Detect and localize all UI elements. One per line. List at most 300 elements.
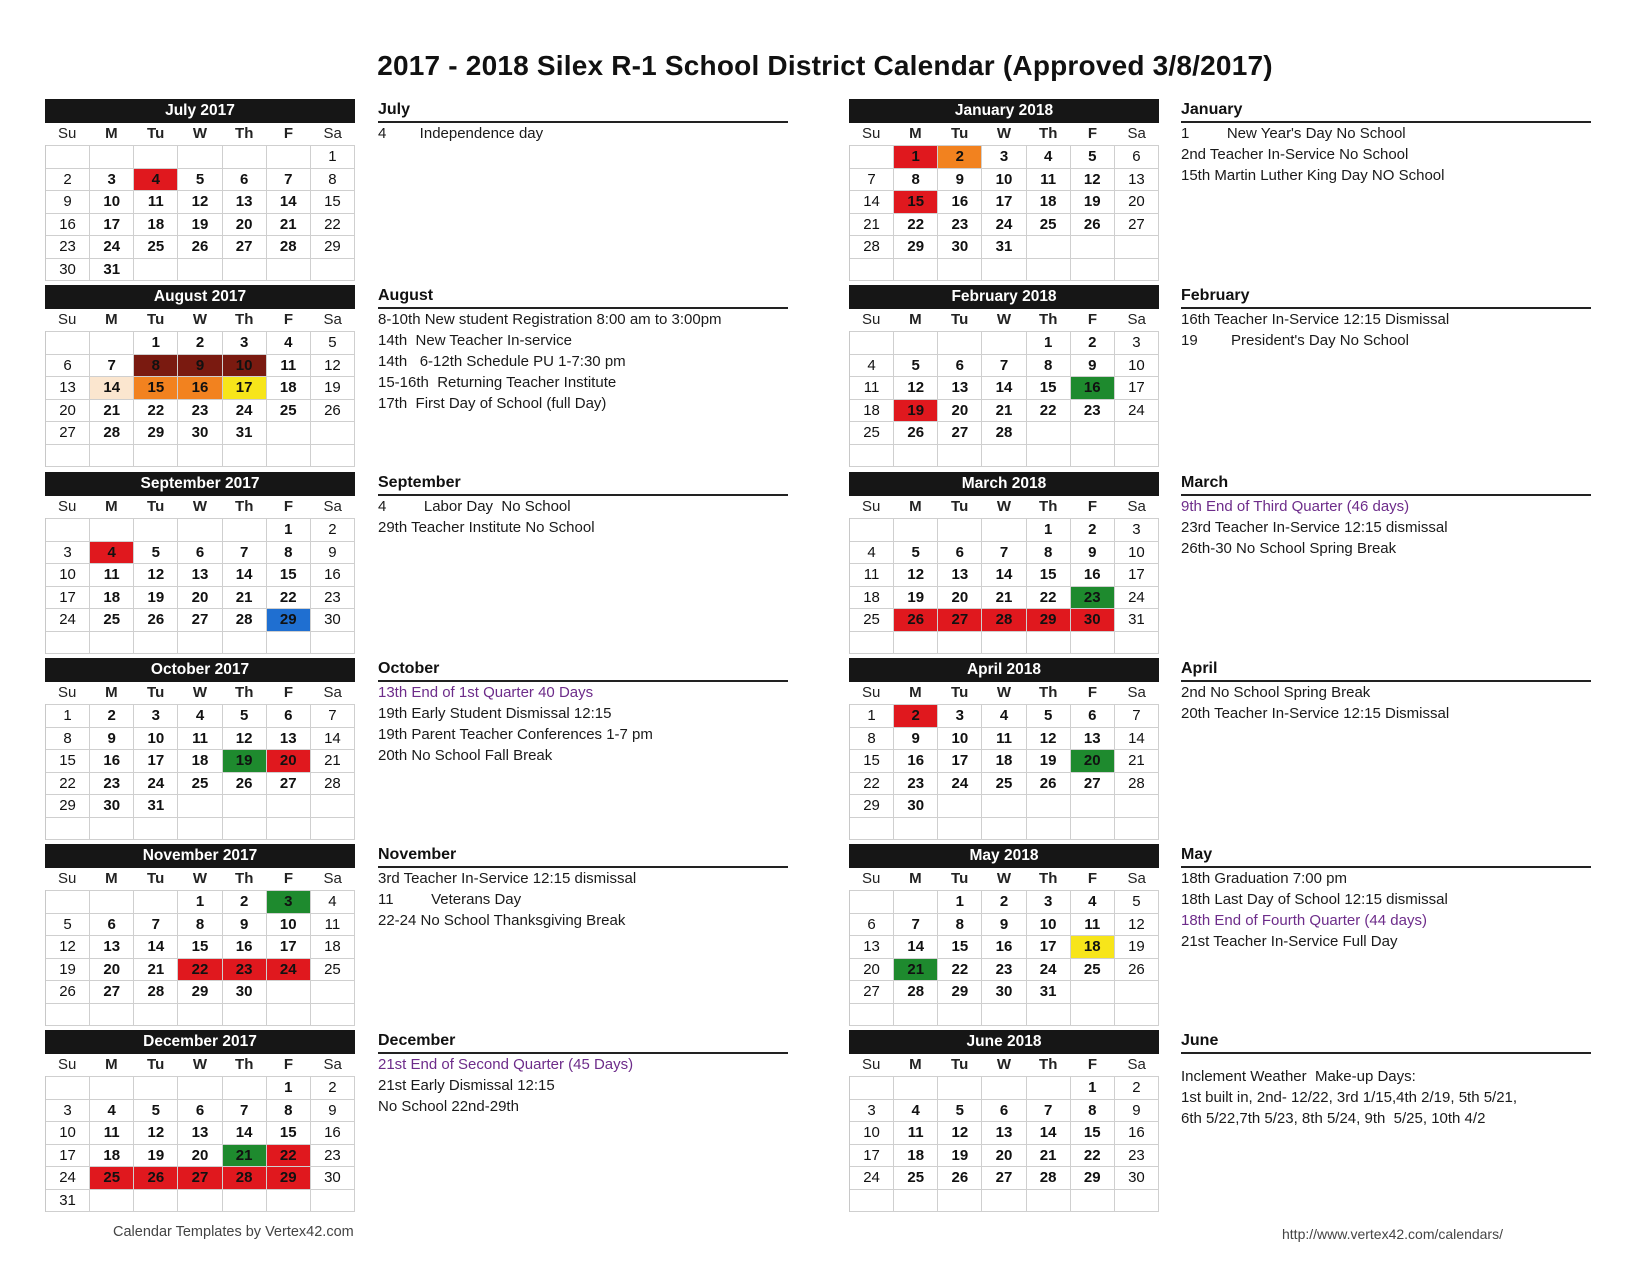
day-cell: 29 [894, 236, 938, 258]
day-cell: 5 [134, 542, 178, 564]
day-cell-empty [938, 519, 982, 541]
day-cell-empty [894, 1077, 938, 1099]
day-cell-empty [1071, 236, 1115, 258]
day-cell-empty [46, 146, 90, 168]
day-cell: 30 [311, 1167, 355, 1189]
weekday-label: F [283, 125, 294, 142]
day-grid [849, 704, 1159, 840]
day-cell: 8 [1027, 542, 1071, 564]
day-cell: 11 [267, 355, 311, 377]
weekday-label: W [192, 498, 208, 515]
day-cell-empty [894, 445, 938, 467]
day-cell: 12 [894, 377, 938, 399]
day-cell: 8 [938, 914, 982, 936]
day-cell-empty [1071, 259, 1115, 281]
day-cell: 13 [223, 191, 267, 213]
week-row [46, 1076, 355, 1099]
note-line: 18th End of Fourth Quarter (44 days) [1181, 912, 1427, 929]
week-row [46, 258, 355, 282]
day-cell-highlighted: 17 [223, 377, 267, 399]
weekday-label: Su [861, 498, 881, 515]
day-cell: 14 [134, 936, 178, 958]
weekday-row [45, 309, 355, 331]
day-cell: 24 [46, 609, 90, 631]
day-cell-empty [90, 818, 134, 840]
day-cell: 5 [134, 1100, 178, 1122]
weekday-label: Sa [323, 498, 342, 515]
weekday-row [45, 123, 355, 145]
day-cell: 26 [223, 773, 267, 795]
day-cell-empty [1071, 981, 1115, 1003]
day-cell-highlighted: 14 [90, 377, 134, 399]
weekday-label: Th [235, 311, 254, 328]
month-calendar [45, 99, 355, 281]
weekday-label: Su [57, 870, 77, 887]
day-cell-highlighted: 4 [90, 542, 134, 564]
day-grid [45, 331, 355, 467]
weekday-row [849, 496, 1159, 518]
week-row [850, 235, 1159, 258]
day-cell-empty [223, 1004, 267, 1026]
weekday-label: Th [235, 870, 254, 887]
note-line: 4 Independence day [378, 125, 544, 142]
week-row [850, 749, 1159, 772]
day-cell: 25 [311, 959, 355, 981]
day-cell: 10 [1115, 542, 1159, 564]
weekday-label: Tu [951, 870, 969, 887]
day-cell-empty [134, 259, 178, 281]
week-row [850, 1121, 1159, 1144]
weekday-label: F [1087, 311, 1098, 328]
day-cell-empty [90, 146, 134, 168]
week-row [46, 213, 355, 236]
week-row [46, 331, 355, 354]
day-cell: 19 [938, 1145, 982, 1167]
day-cell-empty [267, 795, 311, 817]
day-cell-empty [982, 1004, 1026, 1026]
day-cell: 17 [267, 936, 311, 958]
day-cell: 3 [982, 146, 1026, 168]
day-cell-empty [894, 519, 938, 541]
day-cell: 3 [850, 1100, 894, 1122]
day-cell: 5 [223, 705, 267, 727]
day-cell: 10 [46, 564, 90, 586]
day-cell: 23 [1115, 1145, 1159, 1167]
day-cell: 14 [1115, 728, 1159, 750]
week-row [46, 1144, 355, 1167]
day-cell: 25 [90, 609, 134, 631]
weekday-label: M [105, 1056, 118, 1073]
day-cell: 4 [894, 1100, 938, 1122]
day-cell: 22 [46, 773, 90, 795]
day-cell-empty [938, 1004, 982, 1026]
month-notes [1181, 1030, 1591, 1129]
day-cell-empty [1115, 1190, 1159, 1212]
day-cell: 14 [894, 936, 938, 958]
day-cell-empty [46, 1004, 90, 1026]
day-cell: 29 [311, 236, 355, 258]
day-cell: 12 [223, 728, 267, 750]
day-cell-empty [311, 445, 355, 467]
weekday-label: Sa [1127, 1056, 1146, 1073]
month-notes [378, 658, 788, 766]
week-row [46, 354, 355, 377]
weekday-label: Th [1039, 1056, 1058, 1073]
day-cell: 6 [938, 542, 982, 564]
day-cell: 20 [938, 587, 982, 609]
week-row [850, 145, 1159, 168]
day-cell: 30 [938, 236, 982, 258]
day-cell-empty [90, 1190, 134, 1212]
weekday-label: Tu [147, 684, 165, 701]
day-cell: 15 [46, 750, 90, 772]
note-line: 18th Graduation 7:00 pm [1181, 870, 1347, 887]
month-header: July 2017 [45, 99, 355, 123]
weekday-label: Sa [1127, 684, 1146, 701]
day-cell-empty [134, 1190, 178, 1212]
day-cell: 11 [1071, 914, 1115, 936]
week-row [850, 586, 1159, 609]
day-cell: 30 [1115, 1167, 1159, 1189]
week-row [46, 772, 355, 795]
week-row [850, 1166, 1159, 1189]
weekday-label: Th [1039, 311, 1058, 328]
weekday-label: Th [235, 498, 254, 515]
day-cell: 2 [1115, 1077, 1159, 1099]
day-cell: 6 [178, 1100, 222, 1122]
day-cell: 28 [223, 609, 267, 631]
day-cell-empty [311, 795, 355, 817]
weekday-label: Th [235, 684, 254, 701]
day-cell: 24 [90, 236, 134, 258]
weekday-label: Su [861, 684, 881, 701]
weekday-row [849, 1054, 1159, 1076]
day-cell: 8 [850, 728, 894, 750]
weekday-label: F [1087, 870, 1098, 887]
day-cell: 16 [46, 214, 90, 236]
day-cell: 16 [982, 936, 1026, 958]
day-cell: 25 [850, 422, 894, 444]
day-cell: 28 [90, 422, 134, 444]
day-cell: 13 [46, 377, 90, 399]
weekday-label: Su [861, 1056, 881, 1073]
day-cell: 6 [850, 914, 894, 936]
day-cell: 21 [223, 587, 267, 609]
day-cell: 12 [134, 1122, 178, 1144]
week-row [46, 1099, 355, 1122]
day-cell: 24 [223, 400, 267, 422]
note-line: 23rd Teacher In-Service 12:15 dismissal [1181, 519, 1448, 536]
day-cell: 11 [311, 914, 355, 936]
day-cell: 22 [1027, 587, 1071, 609]
day-cell-empty [1027, 445, 1071, 467]
weekday-label: W [192, 1056, 208, 1073]
day-cell-empty [1027, 795, 1071, 817]
day-cell: 12 [894, 564, 938, 586]
weekday-label: F [283, 311, 294, 328]
month-header: December 2017 [45, 1030, 355, 1054]
day-cell: 1 [1027, 519, 1071, 541]
day-cell-highlighted: 23 [1071, 587, 1115, 609]
day-cell-empty [1115, 236, 1159, 258]
week-row [46, 399, 355, 422]
day-cell-empty [46, 1077, 90, 1099]
week-row [46, 376, 355, 399]
day-cell-empty [1027, 632, 1071, 654]
note-line: 15-16th Returning Teacher Institute [378, 374, 617, 391]
day-grid [45, 145, 355, 281]
day-cell-empty [938, 818, 982, 840]
day-cell-empty [90, 445, 134, 467]
day-cell-highlighted: 29 [1027, 609, 1071, 631]
week-row [850, 399, 1159, 422]
day-cell: 7 [1027, 1100, 1071, 1122]
weekday-label: M [105, 870, 118, 887]
month-calendar [45, 844, 355, 1026]
week-row [46, 541, 355, 564]
day-cell: 16 [311, 1122, 355, 1144]
day-cell: 4 [982, 705, 1026, 727]
day-cell: 28 [894, 981, 938, 1003]
day-cell-empty [223, 818, 267, 840]
day-cell: 17 [46, 1145, 90, 1167]
day-cell: 18 [178, 750, 222, 772]
weekday-label: Su [861, 311, 881, 328]
day-cell: 24 [850, 1167, 894, 1189]
day-cell-empty [850, 632, 894, 654]
weekday-label: W [996, 498, 1012, 515]
day-cell-empty [223, 632, 267, 654]
note-line: 26th-30 No School Spring Break [1181, 540, 1397, 557]
day-cell: 20 [1115, 191, 1159, 213]
note-line: 20th No School Fall Break [378, 747, 553, 764]
day-cell: 5 [46, 914, 90, 936]
day-cell: 11 [90, 564, 134, 586]
weekday-label: W [996, 125, 1012, 142]
footer-url[interactable]: http://www.vertex42.com/calendars/ [1282, 1226, 1503, 1242]
day-cell: 19 [178, 214, 222, 236]
note-line: 9th End of Third Quarter (46 days) [1181, 498, 1410, 515]
weekday-label: Sa [1127, 125, 1146, 142]
day-cell: 13 [982, 1122, 1026, 1144]
note-line: 13th End of 1st Quarter 40 Days [378, 684, 594, 701]
week-row [46, 421, 355, 444]
day-cell-highlighted: 29 [267, 1167, 311, 1189]
week-row [46, 1166, 355, 1189]
day-cell: 9 [311, 542, 355, 564]
day-cell: 31 [223, 422, 267, 444]
month-calendar [849, 99, 1159, 281]
day-cell: 12 [938, 1122, 982, 1144]
day-cell: 17 [1115, 377, 1159, 399]
day-cell-highlighted: 21 [894, 959, 938, 981]
day-cell-empty [1115, 422, 1159, 444]
day-cell: 10 [1115, 355, 1159, 377]
day-grid [849, 1076, 1159, 1212]
day-cell-empty [178, 795, 222, 817]
day-cell: 5 [178, 169, 222, 191]
day-cell-empty [134, 445, 178, 467]
day-cell-empty [311, 818, 355, 840]
day-cell-empty [178, 632, 222, 654]
day-cell: 7 [850, 169, 894, 191]
day-cell-empty [223, 445, 267, 467]
week-row [46, 727, 355, 750]
week-row [850, 1099, 1159, 1122]
day-cell-empty [938, 632, 982, 654]
weekday-label: M [909, 870, 922, 887]
day-cell: 30 [223, 981, 267, 1003]
day-cell: 29 [134, 422, 178, 444]
day-cell: 30 [46, 259, 90, 281]
day-cell: 25 [134, 236, 178, 258]
week-row [46, 563, 355, 586]
day-cell-highlighted: 10 [223, 355, 267, 377]
day-cell: 4 [850, 355, 894, 377]
day-cell-empty [1027, 1004, 1071, 1026]
day-cell: 15 [938, 936, 982, 958]
day-cell: 7 [1115, 705, 1159, 727]
day-cell: 18 [894, 1145, 938, 1167]
day-cell: 14 [850, 191, 894, 213]
day-cell-highlighted: 1 [894, 146, 938, 168]
day-cell-empty [134, 146, 178, 168]
day-cell-highlighted: 23 [223, 959, 267, 981]
weekday-label: Sa [323, 870, 342, 887]
week-row [46, 794, 355, 817]
day-cell-empty [894, 1004, 938, 1026]
week-row [850, 631, 1159, 655]
day-cell: 21 [90, 400, 134, 422]
day-cell: 29 [178, 981, 222, 1003]
day-cell: 14 [223, 564, 267, 586]
day-cell: 17 [90, 214, 134, 236]
week-row [46, 518, 355, 541]
day-cell-highlighted: 15 [134, 377, 178, 399]
day-cell: 13 [178, 1122, 222, 1144]
day-cell: 11 [178, 728, 222, 750]
day-cell: 26 [938, 1167, 982, 1189]
day-cell: 7 [894, 914, 938, 936]
day-cell: 21 [311, 750, 355, 772]
day-cell: 20 [938, 400, 982, 422]
day-cell-empty [134, 891, 178, 913]
weekday-row [45, 682, 355, 704]
day-cell: 27 [938, 422, 982, 444]
weekday-label: F [1087, 684, 1098, 701]
weekday-label: Su [861, 870, 881, 887]
day-cell: 20 [223, 214, 267, 236]
weekday-label: Th [1039, 870, 1058, 887]
day-cell: 4 [90, 1100, 134, 1122]
day-cell: 22 [134, 400, 178, 422]
day-cell: 28 [1027, 1167, 1071, 1189]
day-cell: 22 [850, 773, 894, 795]
week-row [850, 518, 1159, 541]
day-cell: 2 [311, 519, 355, 541]
note-line: 20th Teacher In-Service 12:15 Dismissal [1181, 705, 1450, 722]
day-cell: 23 [982, 959, 1026, 981]
day-cell-empty [850, 1077, 894, 1099]
day-cell: 13 [938, 564, 982, 586]
day-cell: 29 [850, 795, 894, 817]
weekday-label: Th [235, 125, 254, 142]
day-cell-empty [894, 1190, 938, 1212]
day-cell-empty [1071, 632, 1115, 654]
day-cell: 10 [267, 914, 311, 936]
day-grid [849, 331, 1159, 467]
day-cell: 5 [311, 332, 355, 354]
day-cell: 6 [46, 355, 90, 377]
day-cell: 14 [982, 564, 1026, 586]
day-cell: 17 [1027, 936, 1071, 958]
day-cell-empty [1115, 981, 1159, 1003]
day-cell: 31 [1027, 981, 1071, 1003]
day-grid [849, 145, 1159, 281]
day-cell: 13 [938, 377, 982, 399]
day-cell: 24 [1027, 959, 1071, 981]
day-cell-empty [267, 422, 311, 444]
note-line: 16th Teacher In-Service 12:15 Dismissal [1181, 311, 1450, 328]
weekday-label: M [909, 311, 922, 328]
day-cell: 1 [850, 705, 894, 727]
day-cell-empty [982, 795, 1026, 817]
day-grid [45, 518, 355, 654]
day-cell-highlighted: 30 [1071, 609, 1115, 631]
note-line: 14th 6-12th Schedule PU 1-7:30 pm [378, 353, 626, 370]
day-cell: 5 [894, 542, 938, 564]
day-cell-empty [311, 1190, 355, 1212]
day-cell-highlighted: 15 [894, 191, 938, 213]
weekday-label: Tu [147, 1056, 165, 1073]
month-notes [1181, 472, 1591, 559]
month-header: February 2018 [849, 285, 1159, 309]
weekday-label: Su [57, 125, 77, 142]
note-line: 6th 5/22,7th 5/23, 8th 5/24, 9th 5/25, 10th 4/2 [1181, 1110, 1486, 1127]
day-cell: 7 [982, 355, 1026, 377]
weekday-label: M [105, 498, 118, 515]
day-cell: 11 [894, 1122, 938, 1144]
day-cell-empty [982, 445, 1026, 467]
day-cell: 21 [134, 959, 178, 981]
day-cell: 26 [894, 422, 938, 444]
day-cell-empty [223, 146, 267, 168]
note-line: 21st Teacher In-Service Full Day [1181, 933, 1398, 950]
note-line: 22-24 No School Thanksgiving Break [378, 912, 626, 929]
day-cell: 7 [223, 1100, 267, 1122]
day-cell: 19 [46, 959, 90, 981]
note-line: 3rd Teacher In-Service 12:15 dismissal [378, 870, 637, 887]
day-cell-empty [267, 1190, 311, 1212]
week-row [850, 817, 1159, 841]
day-cell-empty [311, 259, 355, 281]
day-cell: 18 [267, 377, 311, 399]
day-cell-empty [1027, 236, 1071, 258]
day-cell: 19 [134, 587, 178, 609]
day-cell: 23 [894, 773, 938, 795]
day-cell: 16 [938, 191, 982, 213]
weekday-label: Tu [951, 684, 969, 701]
day-cell-empty [134, 1077, 178, 1099]
day-cell: 15 [267, 1122, 311, 1144]
day-cell: 23 [46, 236, 90, 258]
note-line: 2nd Teacher In-Service No School [1181, 146, 1409, 163]
month-notes [1181, 658, 1591, 724]
day-cell-empty [90, 332, 134, 354]
day-cell: 23 [1071, 400, 1115, 422]
page-title: 2017 - 2018 Silex R-1 School District Calendar (Approved 3/8/2017) [377, 50, 1273, 81]
day-cell: 31 [1115, 609, 1159, 631]
